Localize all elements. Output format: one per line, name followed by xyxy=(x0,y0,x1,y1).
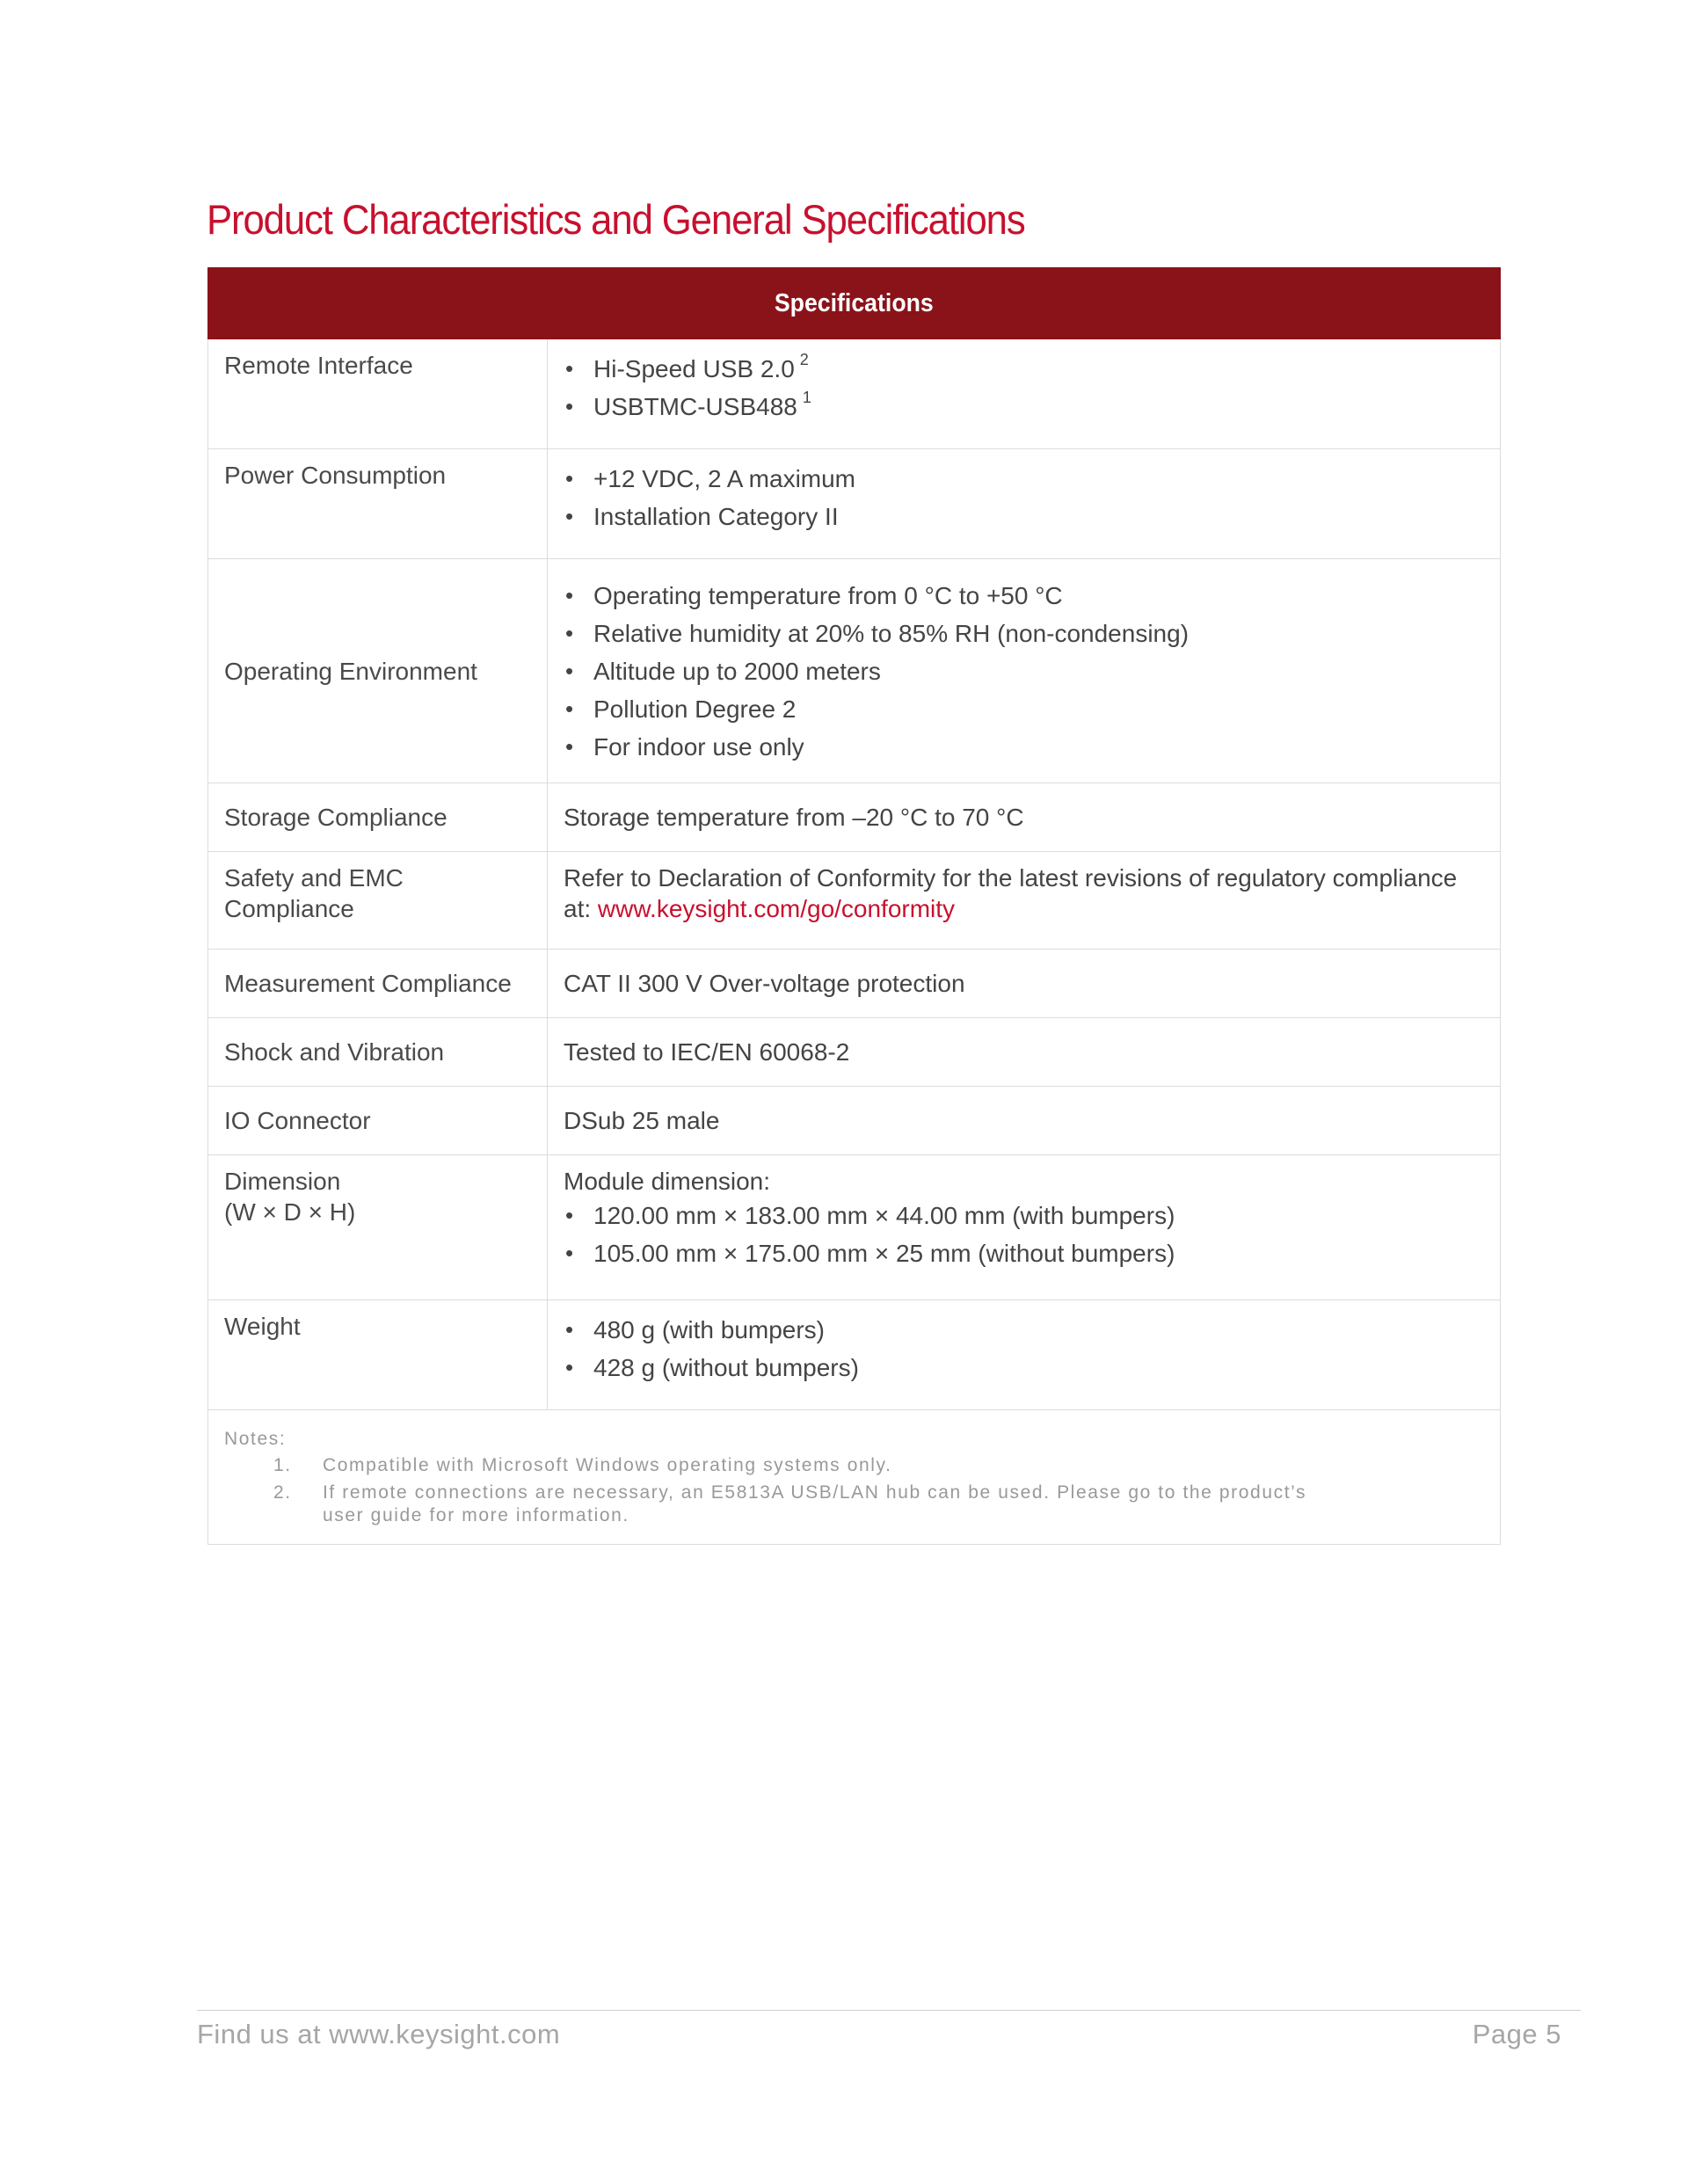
specifications-table xyxy=(207,267,1501,1545)
list-item: • Operating temperature from 0 °C to +50 °C xyxy=(564,577,1484,615)
footer-divider xyxy=(197,2010,1581,2011)
row-label: Shock and Vibration xyxy=(208,1018,548,1087)
row-value xyxy=(548,449,1501,559)
row-value-intro: Module dimension: xyxy=(564,1168,771,1195)
note-number: 2. xyxy=(273,1482,292,1503)
bullet-list xyxy=(564,577,1484,766)
row-label: Measurement Compliance xyxy=(208,950,548,1018)
list-item: • Relative humidity at 20% to 85% RH (non-condensing) xyxy=(564,615,1484,652)
bullet-list xyxy=(564,1197,1484,1272)
note-item xyxy=(224,1481,1484,1527)
bullet-list xyxy=(564,350,1484,426)
list-item: • Altitude up to 2000 meters xyxy=(564,652,1484,690)
note-number: 1. xyxy=(273,1455,292,1475)
table-row xyxy=(208,449,1501,559)
row-label: IO Connector xyxy=(208,1087,548,1155)
note-text: Compatible with Microsoft Windows operating systems only. xyxy=(323,1455,892,1475)
list-item xyxy=(564,350,1484,388)
table-header-row xyxy=(208,268,1501,339)
list-item-text: Hi-Speed USB 2.0 xyxy=(593,355,795,382)
footnote-ref: 1 xyxy=(802,388,811,406)
row-value xyxy=(548,1300,1501,1410)
list-item: • 480 g (with bumpers) xyxy=(564,1311,1484,1349)
row-value xyxy=(548,852,1501,950)
list-item: • 120.00 mm × 183.00 mm × 44.00 mm (with bumpers) xyxy=(564,1197,1484,1234)
table-row xyxy=(208,950,1501,1018)
table-header-label: Specifications xyxy=(775,288,934,317)
notes-heading: Notes: xyxy=(224,1429,287,1449)
notes-list xyxy=(224,1454,1484,1527)
row-label: Operating Environment xyxy=(208,559,548,783)
row-value xyxy=(548,559,1501,783)
row-value xyxy=(548,1155,1501,1300)
list-item: • +12 VDC, 2 A maximum xyxy=(564,460,1484,498)
row-value: Tested to IEC/EN 60068-2 xyxy=(548,1018,1501,1087)
row-label-line: (W × D × H) xyxy=(224,1198,356,1226)
list-item xyxy=(564,388,1484,426)
footer-page-number: Page 5 xyxy=(1472,2019,1561,2049)
list-item: • 105.00 mm × 175.00 mm × 25 mm (without bumpers) xyxy=(564,1234,1484,1272)
table-header xyxy=(208,268,1501,339)
note-text: If remote connections are necessary, an E5813A USB/LAN hub can be used. Please go to the product’s user guide for more information. xyxy=(323,1482,1307,1525)
row-value: Storage temperature from –20 °C to 70 °C xyxy=(548,783,1501,852)
row-label xyxy=(208,1155,548,1300)
table-row xyxy=(208,1155,1501,1300)
row-label-line: Safety and EMC xyxy=(224,864,404,892)
table-row xyxy=(208,852,1501,950)
row-label-line: Dimension xyxy=(224,1168,341,1195)
row-label-line: Compliance xyxy=(224,895,354,922)
table-row xyxy=(208,1300,1501,1410)
row-label: Weight xyxy=(208,1300,548,1410)
conformity-link[interactable]: www.keysight.com/go/conformity xyxy=(597,895,956,922)
table-row xyxy=(208,1018,1501,1087)
bullet-list xyxy=(564,1311,1484,1387)
notes-cell xyxy=(208,1410,1501,1545)
table-row xyxy=(208,783,1501,852)
row-value-text: Refer to Declaration of Conformity for the latest revisions of regulatory compliance at: xyxy=(564,864,1458,922)
table-row xyxy=(208,1087,1501,1155)
list-item: • 428 g (without bumpers) xyxy=(564,1349,1484,1387)
page-title: Product Characteristics and General Specifications xyxy=(207,196,1025,243)
row-label: Power Consumption xyxy=(208,449,548,559)
list-item: • For indoor use only xyxy=(564,728,1484,766)
row-value: CAT II 300 V Over-voltage protection xyxy=(548,950,1501,1018)
row-value xyxy=(548,339,1501,449)
note-item xyxy=(224,1454,1484,1477)
list-item: • Pollution Degree 2 xyxy=(564,690,1484,728)
row-label: Storage Compliance xyxy=(208,783,548,852)
list-item: • Installation Category II xyxy=(564,498,1484,535)
footer-website: Find us at www.keysight.com xyxy=(197,2019,561,2049)
table-row xyxy=(208,339,1501,449)
list-item-text: USBTMC-USB488 xyxy=(593,393,797,420)
table-row xyxy=(208,559,1501,783)
footnote-ref: 2 xyxy=(799,350,809,368)
row-label: Remote Interface xyxy=(208,339,548,449)
bullet-list xyxy=(564,460,1484,535)
notes-row xyxy=(208,1410,1501,1545)
row-label xyxy=(208,852,548,950)
row-value: DSub 25 male xyxy=(548,1087,1501,1155)
